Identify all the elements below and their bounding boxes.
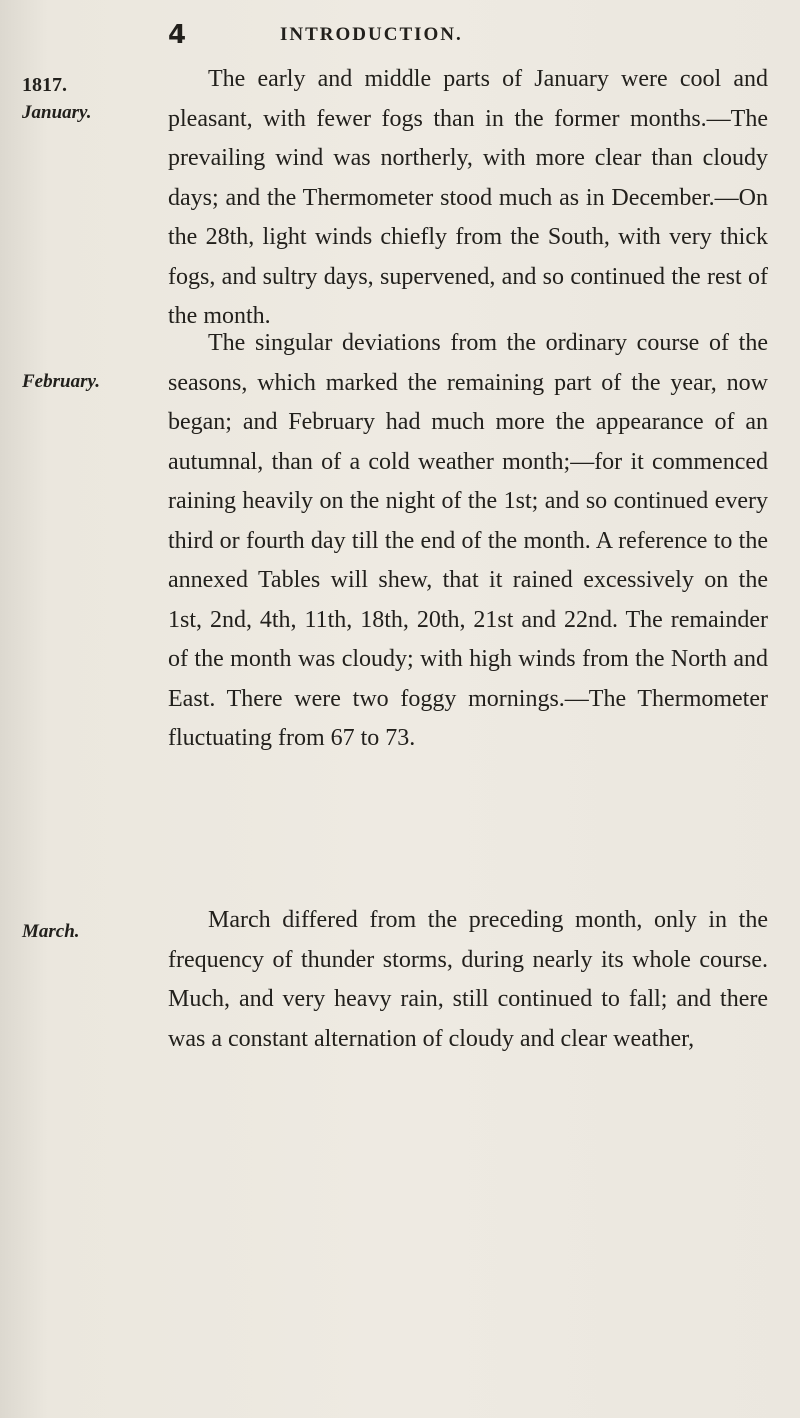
paragraph-january: The early and middle parts of January were cool and pleasant, with fewer fogs than in the former months.—The prevailing wind was northerly, with more clear than cloudy days; and the Thermometer stood much as in December.—On the 28th, light winds chiefly from the South, with very thick fogs, and sultry days, supervened, and so continued the rest of the month. <box>168 66 768 329</box>
page-header <box>168 20 768 50</box>
margin-month-march: March. <box>22 921 80 942</box>
margin-note-january <box>22 72 92 126</box>
margin-note-march <box>22 918 80 945</box>
paragraph-march: March differed from the preceding month, only in the frequency of thunder storms, during nearly its whole course. Much, and very heavy rain, still continued to fall; and there was a constant alternation of cloudy and clear weather, <box>168 907 768 1052</box>
paragraph-february: The singular deviations from the ordinary course of the seasons, which marked the remaining part of the year, now began; and February had much more the appearance of an autumnal, than of a cold weather month;—for it commenced raining heavily on the night of the 1st; and so continued every third or fourth day till the end of the month. A reference to the annexed Tables will shew, that it rained excessively on the 1st, 2nd, 4th, 11th, 18th, 20th, 21st and 22nd. The remainder of the month was cloudy; with high winds from the North and East. There were two foggy mornings.—The Thermometer fluctuating from 67 to 73. <box>168 330 768 751</box>
running-head: INTRODUCTION. <box>280 24 463 45</box>
margin-note-february <box>22 368 100 395</box>
margin-month-february: February. <box>22 371 100 392</box>
margin-year: 1817. <box>22 74 67 96</box>
margin-month-january: January. <box>22 102 92 123</box>
page-number: 4 <box>168 20 187 50</box>
